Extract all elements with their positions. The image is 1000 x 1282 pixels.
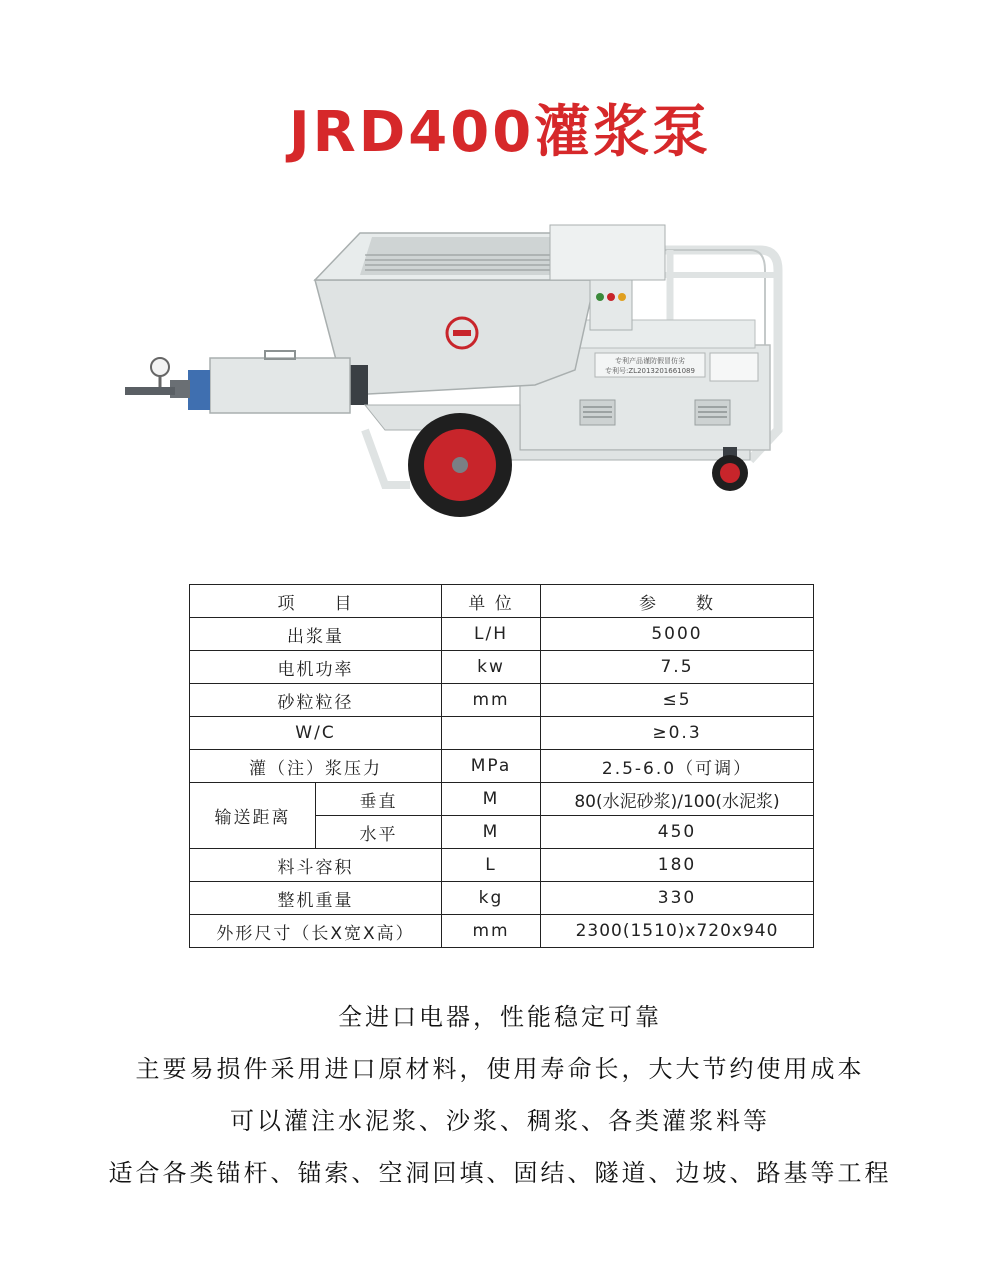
table-row [190, 717, 814, 750]
header-unit: 单 位 [442, 585, 541, 618]
feature-line: 主要易损件采用进口原材料，使用寿命长，大大节约使用成本 [135, 1055, 865, 1083]
row-item: 整机重量 [190, 882, 442, 915]
transport-label: 输送距离 [190, 783, 316, 849]
row-value: 7.5 [541, 651, 814, 684]
row-value: 80(水泥砂浆)/100(水泥浆) [541, 783, 814, 816]
feature-line: 可以灌注水泥浆、沙浆、稠浆、各类灌浆料等 [230, 1107, 770, 1135]
row-unit: kg [442, 882, 541, 915]
spec-table [189, 584, 814, 948]
table-row [190, 750, 814, 783]
row-unit: kw [442, 651, 541, 684]
header-param: 参 数 [541, 585, 814, 618]
feature-line: 适合各类锚杆、锚索、空洞回填、固结、隧道、边坡、路基等工程 [108, 1159, 892, 1187]
row-unit: M [442, 816, 541, 849]
table-row [190, 651, 814, 684]
row-value: ≤5 [541, 684, 814, 717]
row-item: 垂直 [316, 783, 442, 816]
row-item: 出浆量 [190, 618, 442, 651]
row-item: W/C [190, 717, 442, 750]
row-item: 砂粒粒径 [190, 684, 442, 717]
row-item: 电机功率 [190, 651, 442, 684]
row-value: 450 [541, 816, 814, 849]
row-unit: MPa [442, 750, 541, 783]
row-value: 5000 [541, 618, 814, 651]
row-item: 水平 [316, 816, 442, 849]
row-unit: mm [442, 915, 541, 948]
patent-label: 专利号:ZL2013201661089 [605, 367, 695, 375]
table-row [190, 915, 814, 948]
row-value: ≥0.3 [541, 717, 814, 750]
feature-line: 全进口电器，性能稳定可靠 [338, 1003, 662, 1031]
table-row [190, 783, 814, 816]
table-header-row [190, 585, 814, 618]
row-unit: M [442, 783, 541, 816]
row-item: 灌（注）浆压力 [190, 750, 442, 783]
product-photo-grout-pump [110, 215, 910, 525]
row-value: 180 [541, 849, 814, 882]
row-unit: L/H [442, 618, 541, 651]
row-unit: L [442, 849, 541, 882]
row-unit: mm [442, 684, 541, 717]
row-item: 外形尺寸（长X宽X高） [190, 915, 442, 948]
row-value: 2300(1510)x720x940 [541, 915, 814, 948]
row-value: 2.5-6.0（可调） [541, 750, 814, 783]
row-unit [442, 717, 541, 750]
header-item: 项 目 [190, 585, 442, 618]
table-row [190, 684, 814, 717]
side-label: 专利产品谨防假冒仿劣 [615, 357, 685, 365]
row-value: 330 [541, 882, 814, 915]
table-row [190, 849, 814, 882]
table-row [190, 882, 814, 915]
row-item: 料斗容积 [190, 849, 442, 882]
table-row [190, 618, 814, 651]
page-title: JRD400灌浆泵 [288, 100, 712, 165]
